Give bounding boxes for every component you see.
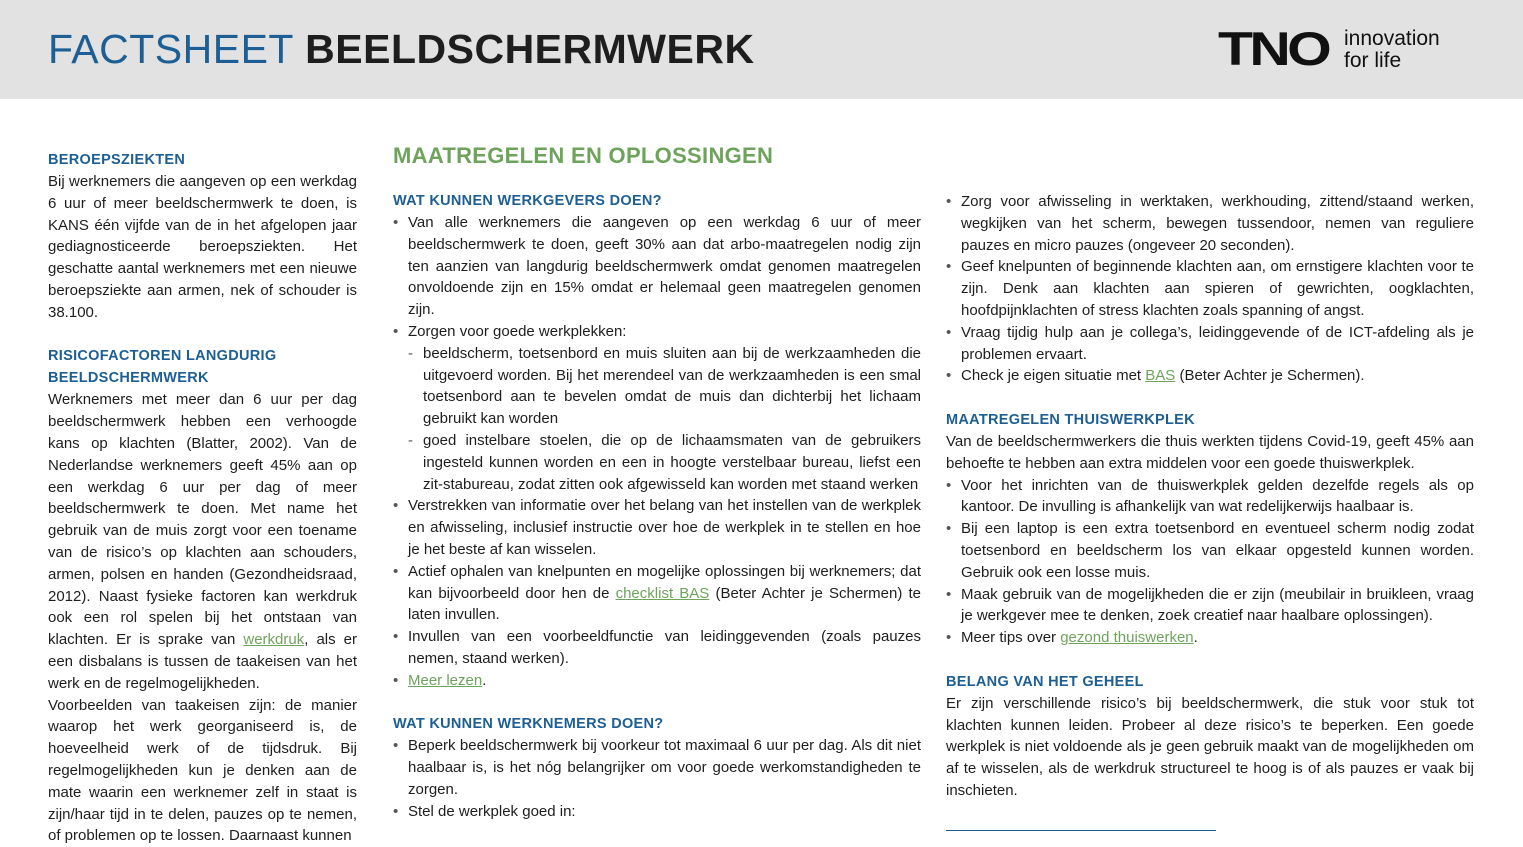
link-gezond-thuiswerken[interactable]: gezond thuiswerken: [1060, 629, 1194, 647]
paragraph-beroepsziekten: Bij werknemers die aangeven op een werkdag 6 uur of meer beeldschermwerk te doen, is KANS één vijfde van de in het afgelopen jaar gediagnosticeerde beroepsziekten. Het geschatte aantal werknemers met een nieuwe beroepsziekte aan armen, nek of schouder is 38.100.: [48, 173, 357, 321]
list-item: • Voor het inrichten van de thuiswerkplek gelden dezelfde regels als op kantoor. De invulling is afhankelijk van wat redelijkerwijs haalbaar is.: [946, 475, 1474, 519]
header-bar: [0, 0, 1523, 99]
list-item-text: (Beter Achter je Schermen).: [1179, 367, 1365, 385]
heading-risicofactoren-line-1: RISICOFACTOREN LANGDURIG: [48, 348, 277, 365]
heading-risicofactoren-line-2: BEELDSCHERMWERK: [48, 370, 209, 387]
column-right: [946, 191, 1474, 802]
list-item-text: Zorgen voor goede werkplekken:: [408, 322, 627, 340]
heading-belang-geheel: BELANG VAN HET GEHEEL: [946, 673, 1144, 690]
logo-tagline-line-2: for life: [1344, 49, 1402, 72]
logo-tagline: [1344, 28, 1440, 72]
paragraph-text: Werknemers met meer dan 6 uur per dag beeldschermwerk hebben een verhoogde kans op klachten (Blatter, 2002). Van de Nederlandse werknemers geeft 45% aan op een werkdag 6 uur per dag of meer beeldschermwerk te doen. Met name het gebruik van de muis zorgt voor een toename van de risico’s op klachten aan schouders, armen, polsen en handen (Gezondheidsraad, 2012). Naast fysieke factoren kan werkdruk ook een rol spelen bij het ontstaan van klachten. Er is sprake van: [48, 391, 357, 649]
title-bold: BEELDSCHERMWERK: [305, 26, 755, 72]
logo-mark: TNO: [1218, 22, 1329, 75]
link-checklist-bas[interactable]: checklist BAS: [615, 584, 710, 602]
link-bas[interactable]: BAS: [1145, 367, 1176, 385]
list-item: • Vraag tijdig hulp aan je collega’s, leidinggevende of de ICT-afdeling als je problemen ervaart.: [946, 322, 1474, 366]
list-werknemers: [393, 735, 921, 822]
heading-risicofactoren: [48, 345, 357, 389]
title-light: FACTSHEET: [48, 26, 294, 72]
link-meer-lezen[interactable]: Meer lezen: [408, 671, 483, 689]
list-item: [393, 321, 921, 495]
list-item-text: Meer tips over: [961, 629, 1057, 647]
heading-werknemers: WAT KUNNEN WERKNEMERS DOEN?: [393, 716, 664, 733]
list-item-text: Actief ophalen van knelpunten en mogelijke oplossingen bij werknemers; dat kan bijvoorbeeld door hen de: [408, 562, 921, 602]
list-item: • Maak gebruik van de mogelijkheden die er zijn (meubilair in bruikleen, vraag je werkgever mee te denken, zoek creatief naar haalbare oplossingen).: [946, 584, 1474, 628]
list-item-text: .: [482, 671, 487, 689]
paragraph-text: , als er een disbalans is tussen de taakeisen van het werk en de regelmogelijkheden.: [48, 631, 358, 692]
list-item: [946, 365, 1474, 387]
section-title-maatregelen: MAATREGELEN EN OPLOSSINGEN: [393, 143, 774, 168]
list-item: [393, 561, 921, 626]
spacer: [946, 387, 1474, 409]
page-title: [48, 26, 755, 72]
list-item: • Beperk beeldschermwerk bij voorkeur tot maximaal 6 uur per dag. Als dit niet haalbaar is, is het nóg belangrijker om voor goede werkomstandigheden te zorgen.: [393, 735, 921, 800]
link-werkdruk[interactable]: werkdruk: [243, 631, 305, 649]
logo-tagline-line-1: innovation: [1344, 27, 1440, 50]
paragraph-thuiswerkplek: Van de beeldschermwerkers die thuis werkten tijdens Covid-19, geeft 45% aan behoefte te hebben aan extra middelen voor een goede thuiswerkplek.: [946, 432, 1474, 472]
spacer: [393, 692, 921, 714]
paragraph-taakeisen: Voorbeelden van taakeisen zijn: de manier waarop het werk georganiseerd is, de hoeveelheid werk of de tijdsdruk. Bij regelmogelijkheden kun je denken aan de mate waarin een werknemer zelf in staat is zijn/haar tijd in te delen, pauzes op te nemen, of problemen op te lossen. Daarnaast kunnen: [48, 696, 357, 845]
list-werkgevers: [393, 212, 921, 692]
list-werknemers-continued: [946, 191, 1474, 387]
list-item: [393, 670, 921, 692]
sublist-item: - beeldscherm, toetsenbord en muis sluiten aan bij de werkzaamheden die uitgevoerd worden. Bij het merendeel van de werkzaamheden is een smal toetsenbord aan te bevelen omdat de muis dan dichterbij het lichaam gebruikt kan worden: [408, 343, 921, 430]
list-item-text: (Beter Achter je Schermen) te laten invullen.: [408, 584, 921, 624]
list-item: [946, 627, 1474, 649]
paragraph-risicofactoren: [48, 389, 357, 694]
list-item: • Bij een laptop is een extra toetsenbord en eventueel scherm nodig zodat toetsenbord en beeldscherm los van elkaar opgesteld kunnen worden. Gebruik ook een losse muis.: [946, 518, 1474, 583]
heading-thuiswerkplek: MAATREGELEN THUISWERKPLEK: [946, 411, 1195, 428]
sublist-item: - goed instelbare stoelen, die op de lichaamsmaten van de gebruikers ingesteld kunnen worden en een in hoogte verstelbaar bureau, liefst een zit-stabureau, zodat zitten ook afgewisseld kan worden met staand werken: [408, 430, 921, 495]
list-item: • Verstrekken van informatie over het belang van het instellen van de werkplek en afwisseling, inclusief instructie over hoe de werkplek in te stellen en hoe je het beste af kan wisselen.: [393, 495, 921, 560]
list-item-text: Check je eigen situatie met: [961, 367, 1142, 385]
column-middle: [393, 138, 921, 823]
spacer: [48, 324, 357, 346]
list-item: • Zorg voor afwisseling in werktaken, werkhouding, zittend/staand werken, wegkijken van het scherm, bewegen tussendoor, nemen van reguliere pauzes en micro pauzes (ongeveer 20 seconden).: [946, 191, 1474, 256]
heading-beroepsziekten: BEROEPSZIEKTEN: [48, 152, 186, 168]
list-item: • Van alle werknemers die aangeven op een werkdag 6 uur of meer beeldschermwerk te doen, geeft 30% aan dat arbo-maatregelen nodig zijn ten aanzien van langdurig beeldschermwerk omdat genomen maatregelen onvoldoende zijn en 15% omdat er helemaal geen maatregelen genomen zijn.: [393, 212, 921, 321]
list-item-text: .: [1193, 629, 1198, 647]
sublist-werkplekken: [408, 343, 921, 496]
heading-werkgevers: WAT KUNNEN WERKGEVERS DOEN?: [393, 193, 662, 209]
list-item: • Geef knelpunten of beginnende klachten aan, om ernstigere klachten voor te zijn. Denk aan klachten aan spieren of gewrichten, oogklachten, hoofdpijnklachten of stress klachten zoals spanning of angst.: [946, 256, 1474, 321]
column-left: [48, 138, 357, 847]
paragraph-belang-geheel: Er zijn verschillende risico’s bij beeldschermwerk, die stuk voor stuk tot klachten kunnen leiden. Probeer al deze risico’s te beperken. Een goede werkplek is niet voldoende als je geen gebruik maakt van de mogelijkheden om af te wisselen, als de werkdruk structureel te hoog is of als pauzes er vaak bij inschieten.: [946, 694, 1474, 799]
footer-rule: [946, 830, 1216, 831]
list-thuiswerkplek: [946, 475, 1474, 649]
spacer: [946, 649, 1474, 671]
list-item: • Stel de werkplek goed in:: [393, 801, 921, 823]
list-item: • Invullen van een voorbeeldfunctie van leidinggevenden (zoals pauzes nemen, staand werken).: [393, 626, 921, 670]
